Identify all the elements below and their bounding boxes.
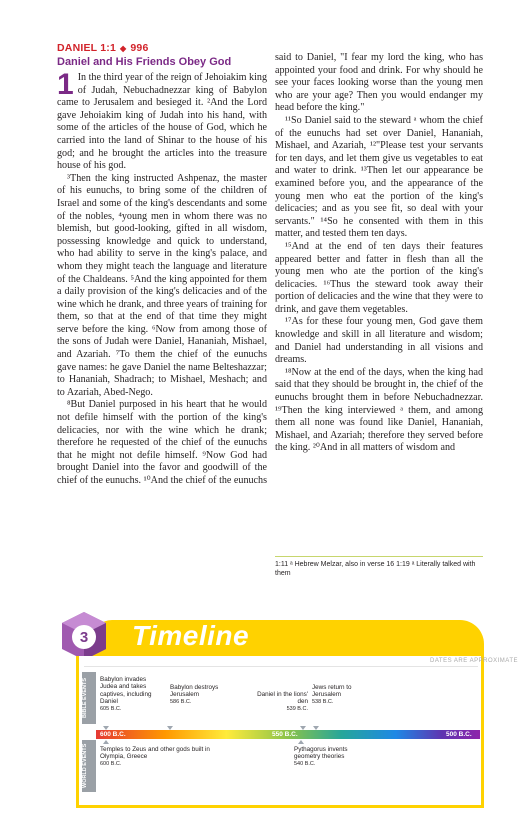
chapter-ref-text: DANIEL 1:1 [57,42,116,54]
bible-event-3-date: 539 B.C. [286,705,308,712]
timeline-title: Timeline [132,620,250,651]
paragraph-2: ³Then the king instructed Ashpenaz, the master of his eunuchs, to bring some of the children of Israel and some of the king's descendants and some of the nobles, ⁴young men in whom there was no blemish, but good-looking, gifted in all wisdom, possessing knowledge and quick to understand, who had ability to serve in the king's palace, and whom they might teach the language and literature of the Chaldeans. ⁵And the king appointed for them a daily provision of the king's delicacies and of the wine which he drank, and three years of training for them, so that at the end of that time they might serve before the king. ⁶Now from among those of the sons of Judah were Daniel, Hananiah, Mishael, and Azariah. ⁷To them the chief of the eunuchs gave names: he gave Daniel the name Belteshazzar; to Hananiah, Shadrach; to Mishael, Meshach; and to Azariah, Abed-Nego. [57,172,267,398]
page-header [57,42,267,68]
text-column-left [57,68,267,488]
world-event-1 [100,746,210,768]
paragraph-6: ¹⁵And at the end of ten days their features appeared better and fatter in flesh than all the young men who ate the portion of the king's delicacies. ¹⁶Thus the steward took away their portion of delicacies and the wine that they were to drink, and gave them vegetables. [275,240,483,315]
paragraph-7: ¹⁷As for these four young men, God gave them knowledge and skill in all literature and wisdom; and Daniel had understanding in all visions and dreams. [275,316,483,366]
bible-event-2-date: 586 B.C. [170,698,192,705]
paragraph-1 [57,68,267,173]
year-label-550: 550 B.C. [272,731,298,738]
section-title: Daniel and His Friends Obey God [57,56,232,68]
timeline-badge-icon [58,610,110,662]
paragraph-5: ¹¹So Daniel said to the steward ᵃ whom the chief of the eunuchs had set over Daniel, Hananiah, Mishael, and Azariah, ¹²"Please test your servants for ten days, and let them give us vegetables to eat and water to drink. ¹³Then let our appearance be examined before you, and the appearance of the young men who eat the portion of the king's delicacies; and as you see fit, so deal with your servants." ¹⁴So he consented with them in this matter, and tested them ten days. [275,114,483,240]
chapter-dropcap: 1 [57,68,74,101]
footnotes: 1:11 ᵃ Hebrew Melzar, also in verse 16 1:19 ᵃ Literally talked with them [275,561,476,577]
timeline-badge-number: 3 [79,629,89,646]
paragraph-1-text: In the third year of the reign of Jehoiakim king of Judah, Nebuchadnezzar king of Babylon came to Jerusalem and besieged it. ²And the Lord gave Jehoiakim king of Judah into his hand, with some of the articles of the house of God, which he carried into the land of Shinar to the house of his god; and he brought the articles into the treasure house of his god. [57,72,267,172]
paragraph-3: ⁸But Daniel purposed in his heart that he would not defile himself with the portion of the king's delicacies, nor with the wine which he drank; therefore he requested of the chief of the eunuchs that he might not defile himself. ⁹Now God had brought Daniel into the favor and goodwill of the chief of the eunuchs. ¹⁰And the chief of the eunuchs [57,399,267,486]
world-event-2-marker [298,740,304,744]
paragraph-4: said to Daniel, "I fear my lord the king, who has appointed your food and drink. For why should he see your faces looking worse than the young men who are your age? Then you would endanger my head before the king." [275,52,483,114]
diamond-icon: ◆ [120,44,127,53]
world-events-label: WORLD EVENTS [82,740,96,792]
dates-approximate-note: DATES ARE APPROXIMATE [430,658,518,664]
bible-event-1 [100,676,162,713]
bible-event-1-date: 605 B.C. [100,705,122,712]
bible-event-4 [312,684,364,706]
page-number: 996 [130,42,149,54]
bible-event-2 [170,684,220,706]
bible-event-3 [256,691,308,713]
paragraph-8: ¹⁸Now at the end of the days, when the king had said that they should be brought in, the chief of the eunuchs brought them in before Nebuchadnezzar. ¹⁹Then the king interviewed ᵃ them, and among them all none was found like Daniel, Hananiah, Mishael, and Azariah; therefore they served before the king. ²⁰And in all matters of wisdom and [275,366,483,454]
bible-event-1-text: Babylon invades Judea and takes captives, including Daniel [100,676,152,706]
bible-event-4-date: 538 B.C. [312,698,334,705]
world-event-2-date: 540 B.C. [294,760,316,767]
year-label-600: 600 B.C. [100,731,126,738]
year-label-500: 500 B.C. [446,731,472,738]
world-event-1-text: Temples to Zeus and other gods built in Olympia, Greece [100,746,210,761]
footnote-divider [275,556,483,557]
world-event-2 [294,746,370,768]
bible-event-3-text: Daniel in the lions' den [257,691,308,706]
bible-events-label: BIBLE EVENTS [82,672,96,724]
text-column-right [275,52,483,455]
chapter-reference [57,42,267,54]
world-event-2-text: Pythagorus invents geometry theories [294,746,348,761]
world-event-1-date: 600 B.C. [100,760,122,767]
timeline-top-rule [84,666,478,667]
world-event-1-marker [103,740,109,744]
bible-event-2-text: Babylon destroys Jerusalem [170,684,219,699]
bible-event-4-text: Jews return to Jerusalem [312,684,352,699]
